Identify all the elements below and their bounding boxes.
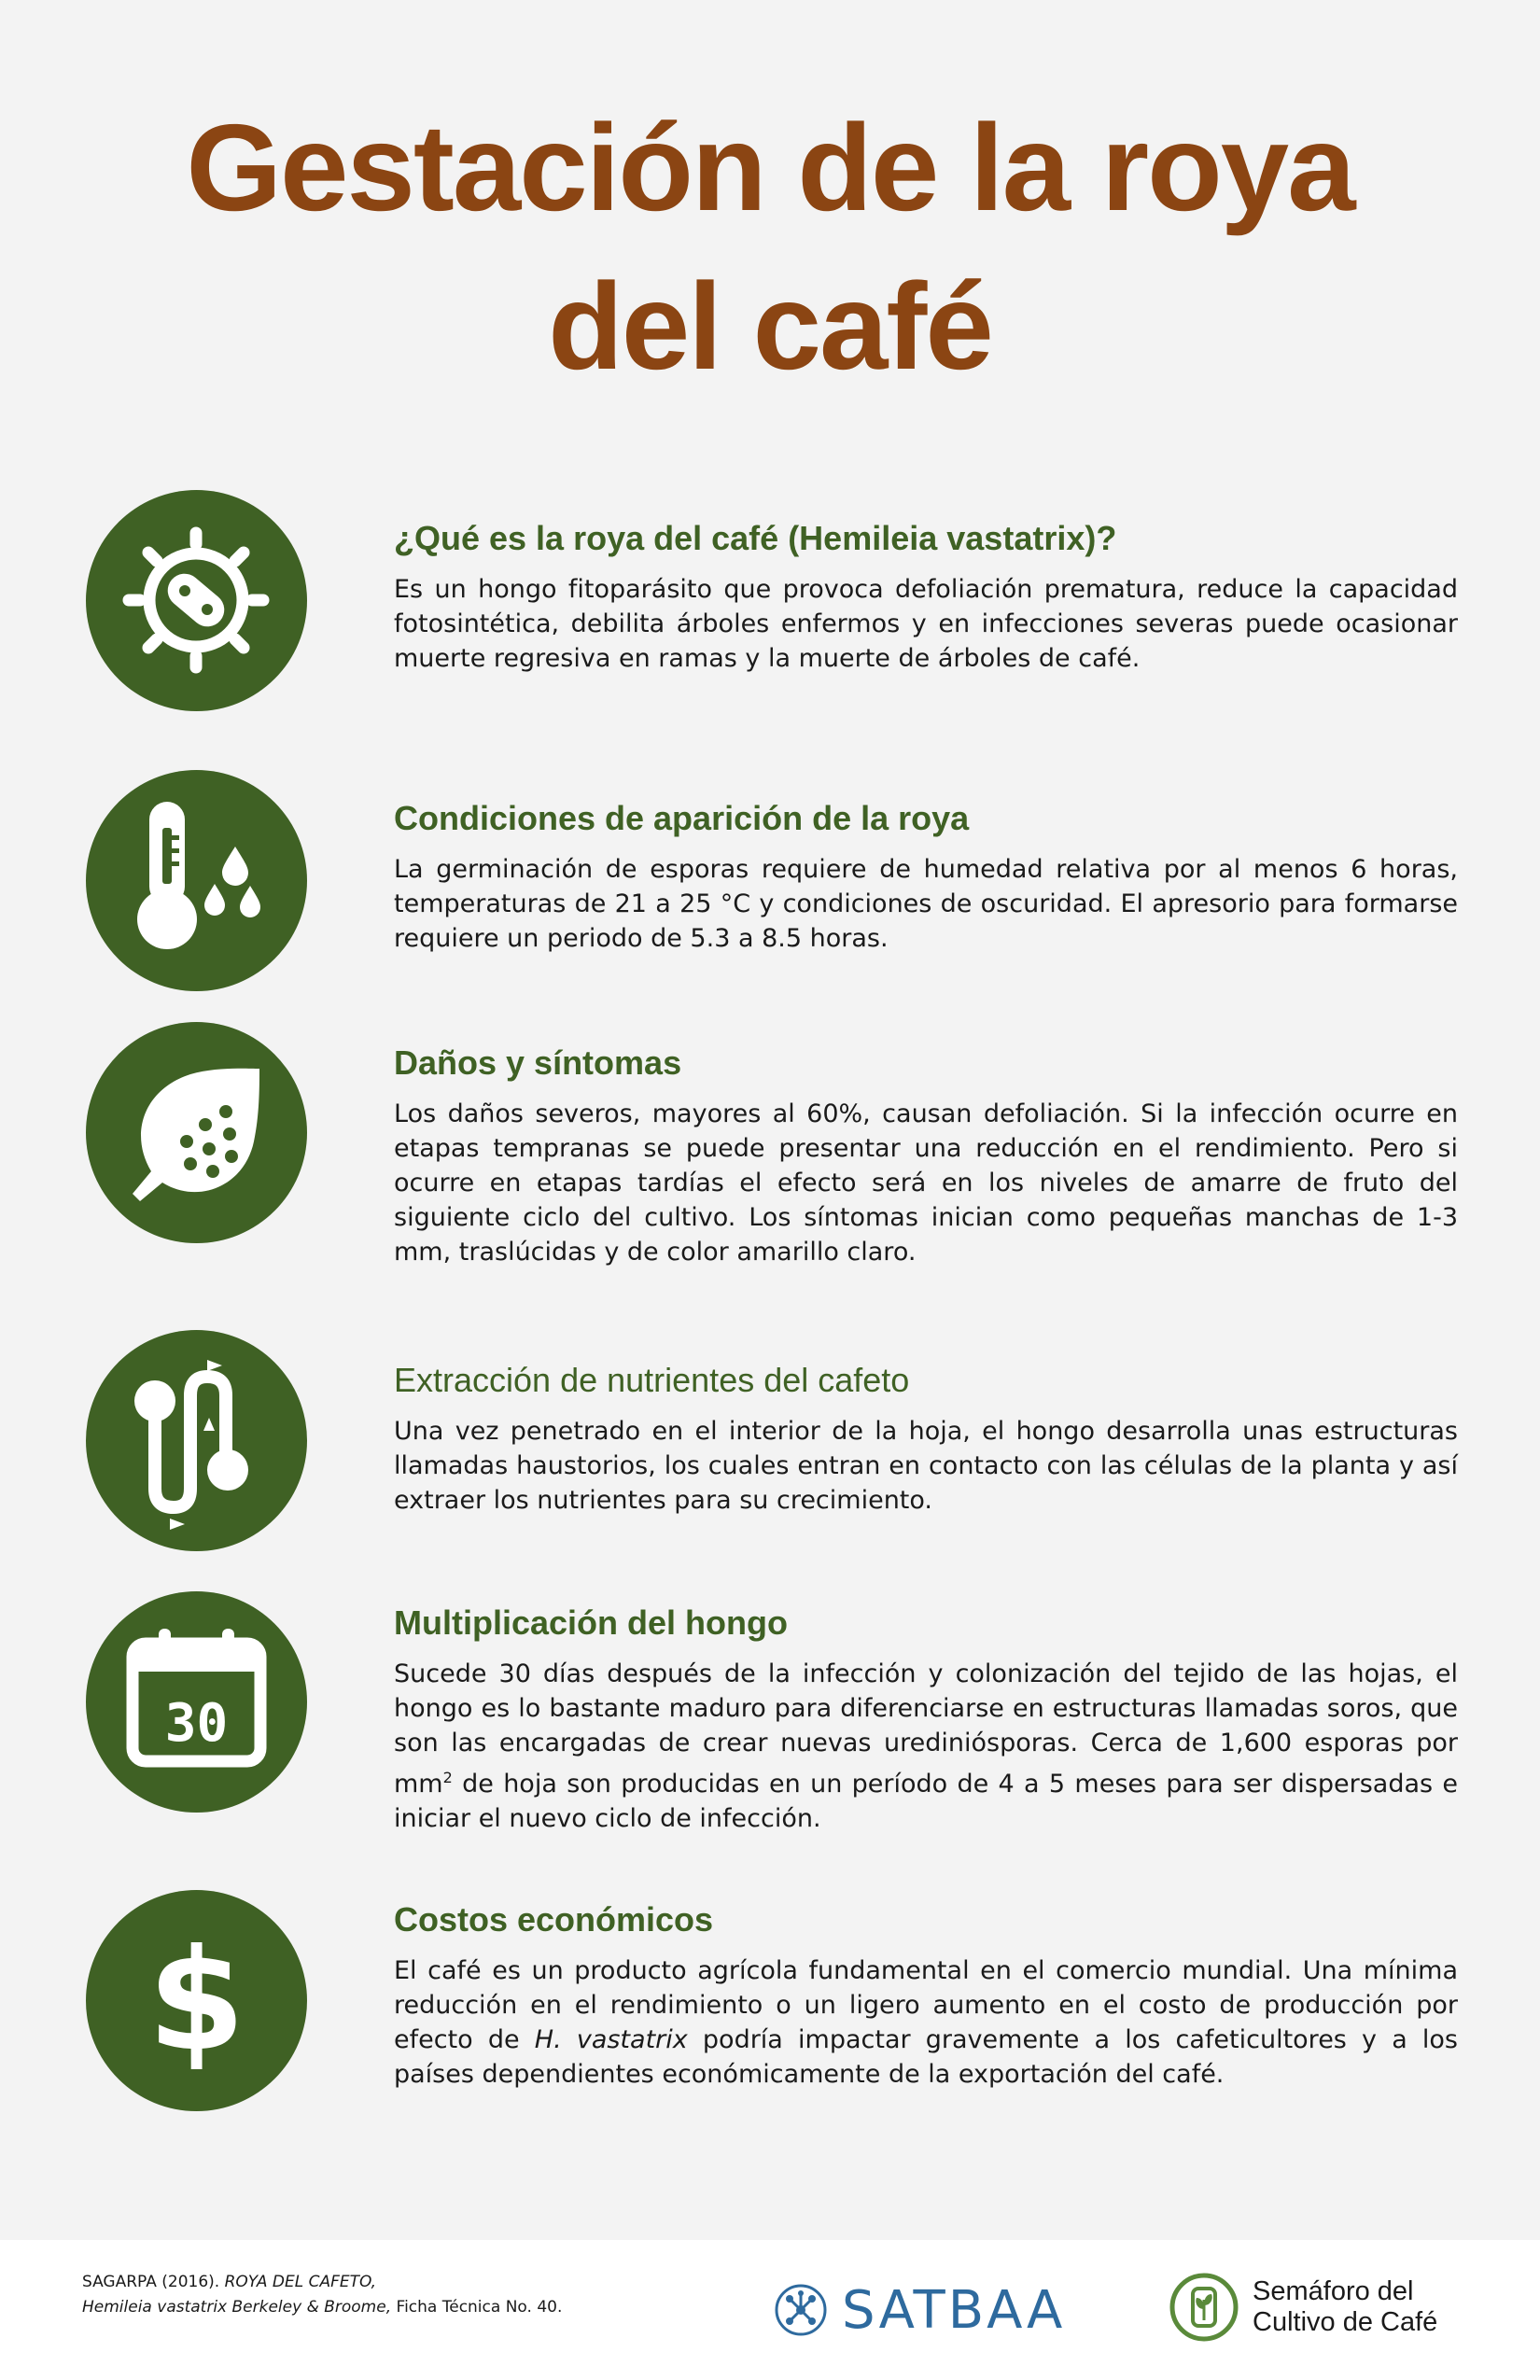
section-body [394,1657,1458,1836]
section-heading: Costos económicos [394,1900,714,1939]
title-line-2: del café [548,258,992,395]
body-text-before: Sucede 30 días después de la infección y colonización del tejido de las hojas, el hongo es lo bastante maduro para diferenciarse en estructuras llamadas soros, que son las encargadas de crear nuevas urediniósporas. Cerca de 1,600 esporas por mm [394,1659,1458,1799]
section-text [394,1360,1458,1518]
section-heading: ¿Qué es la roya del café (Hemileia vastatrix)? [394,519,1117,557]
page-title [0,89,1540,406]
dollar-icon [86,1890,307,2111]
semaforo-wordmark [1253,2276,1437,2338]
reference-citation [82,2270,679,2320]
body-text-before: El café es un producto agrícola fundamental en el comercio mundial. Una mínima reducción en el rendimiento o un ligero aumento en el costo de producción por efecto de [394,1956,1458,2054]
ref-sheet: Ficha Técnica No. 40. [391,2298,563,2317]
semaforo-logo [1169,2270,1437,2345]
calendar-number: 30 [164,1693,229,1754]
ref-species: Hemileia vastatrix Berkeley & Broome, [82,2298,392,2317]
body-superscript: 2 [442,1769,453,1786]
satbaa-network-icon [773,2282,829,2338]
section-text [394,798,1458,956]
section-text [394,518,1458,676]
section-heading: Multiplicación del hongo [394,1603,788,1642]
section-body: Una vez penetrado en el interior de la hoja, el hongo desarrolla unas estructuras llamadas haustorios, los cuales entran en contacto con las células de la planta y así extraer los nutrientes para su crecimiento. [394,1417,1458,1515]
bacteria-gear-icon [86,490,307,711]
body-text-after: de hoja son producidas en un período de 4 a 5 meses para ser dispersadas e iniciar el nuevo ciclo de infección. [394,1770,1458,1833]
satbaa-wordmark: SATBAA [842,2279,1066,2341]
section-text [394,1899,1458,2092]
section-body: Los daños severos, mayores al 60%, causan defoliación. Si la infección ocurre en etapas tempranas se puede presentar una reducción en el rendimiento. Pero si ocurre en etapas tardías el efecto será en los niveles de amarre de fruto del siguiente ciclo del cultivo. Los síntomas inician como pequeñas manchas de 1-3 mm, traslúcidas y de color amarillo claro. [394,1099,1458,1267]
title-line-1: Gestación de la roya [186,99,1354,236]
ref-source: SAGARPA (2016). [82,2273,225,2291]
section-body: La germinación de esporas requiere de humedad relativa por al menos 6 horas, temperaturas de 21 a 25 °C y condiciones de oscuridad. El apresorio para formarse requiere un periodo de 5.3 a 8.5 horas. [394,855,1458,953]
dollar-symbol: $ [147,1920,245,2082]
section-text [394,1603,1458,1836]
semaforo-line-2: Cultivo de Café [1253,2307,1438,2337]
body-species-name: H. vastatrix [534,2025,688,2054]
ref-title: ROYA DEL CAFETO, [224,2273,377,2291]
section-text [394,1043,1458,1269]
section-heading: Condiciones de aparición de la roya [394,799,970,837]
traffic-light-plant-icon [1169,2272,1239,2343]
section-heading: Extracción de nutrientes del cafeto [394,1361,910,1399]
section-body [394,1953,1458,2092]
section-heading: Daños y síntomas [394,1043,682,1082]
nutrient-flow-icon [86,1330,307,1551]
calendar-30-icon [86,1591,307,1813]
semaforo-line-1: Semáforo del [1253,2276,1414,2306]
section-body: Es un hongo fitoparásito que provoca defoliación prematura, reduce la capacidad fotosintética, debilita árboles enfermos y en infecciones severas puede ocasionar muerte regresiva en ramas y la muerte de árboles de café. [394,575,1458,673]
body-text-after: podría impactar gravemente a los cafeticultores y a los países dependientes económicamente de la exportación del café. [394,2025,1459,2089]
satbaa-logo [773,2277,1065,2343]
spotted-leaf-icon [86,1022,307,1243]
thermometer-droplets-icon [86,770,307,991]
